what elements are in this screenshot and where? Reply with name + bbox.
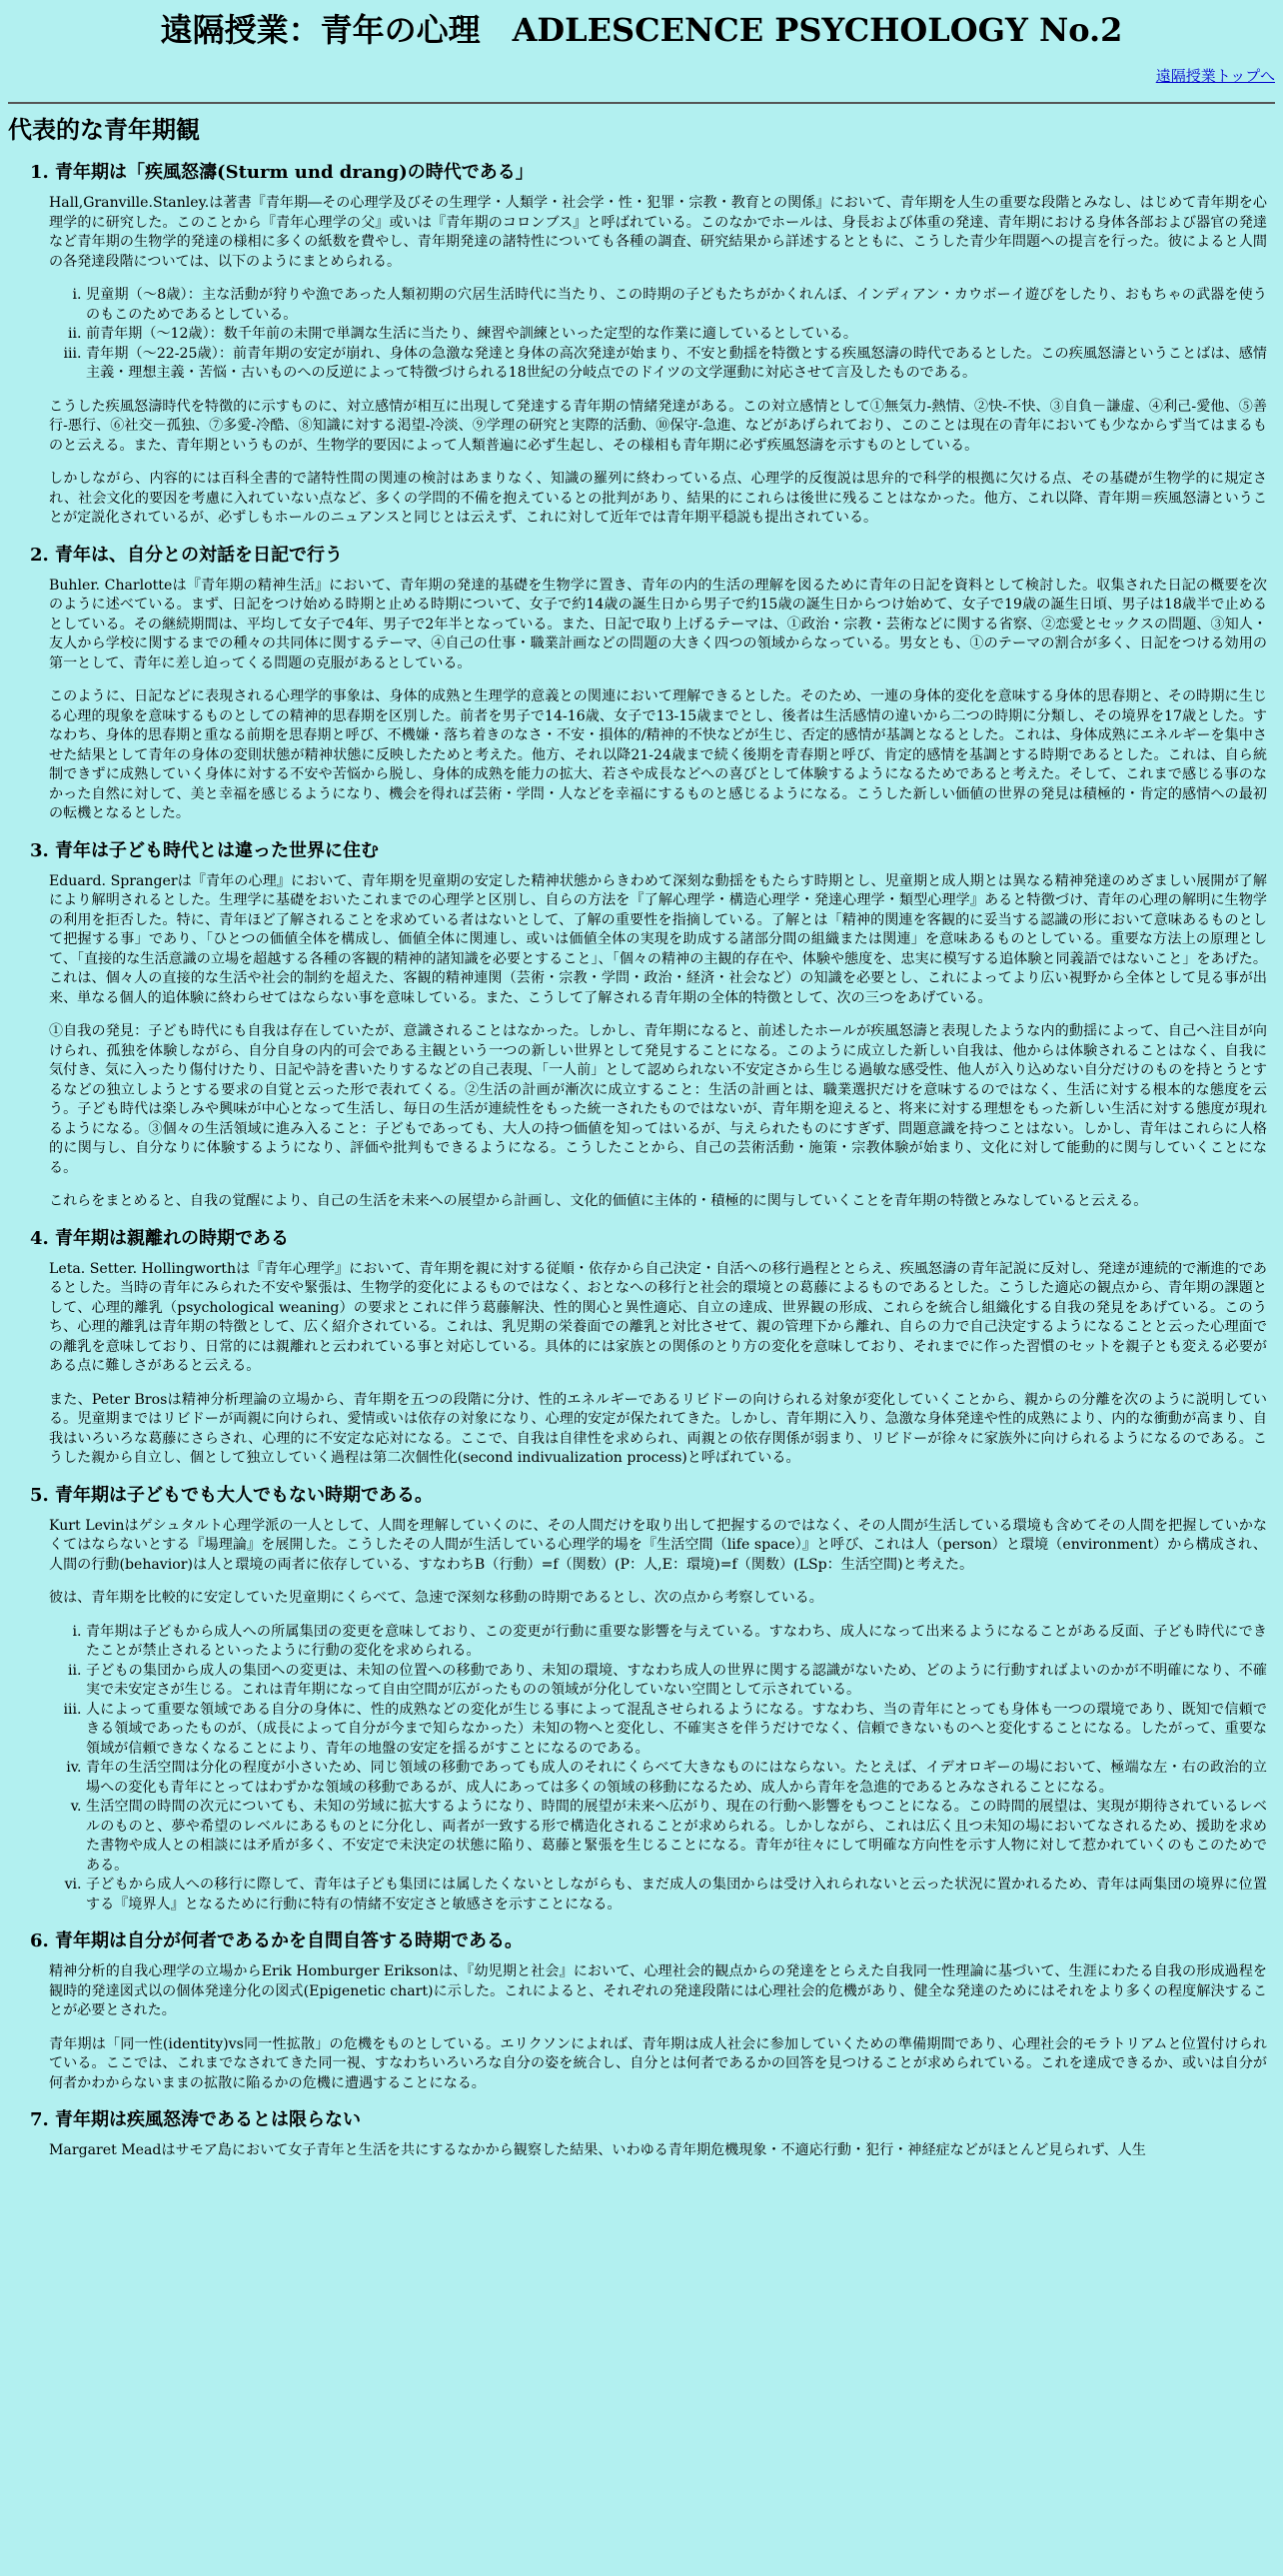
list-item: v. 生活空間の時間の次元についても、未知の労域に拡大するようになり、時間的展望が未来へ広がり、現在の行動へ影響をもつことになる。この時間的展望は、実現が期待されているレベルのものと、夢や希望のレベルにあるものとに分化し、両者が一致する形で構造化されることが求められる。しかしながら、これは広く且つ未知の場においてなされるため、援助を求めた書物や成人との相談には矛盾が多く、不安定で未決定の状態に陥り、葛藤と緊張を生じることになる。青年が往々にして明確な方向性を示す人物に対して惹かれていくのもこのためである。 bbox=[86, 1798, 1267, 1876]
section-heading: 5. 青年期は子どもでも大人でもない時期である。 bbox=[30, 1484, 434, 1506]
sections-container bbox=[8, 160, 1275, 2161]
top-link[interactable]: 遠隔授業トップへ bbox=[1155, 67, 1275, 85]
section-2 bbox=[8, 543, 1275, 824]
list-item: iii. 人によって重要な領域である自分の身体に、性的成熟などの変化が生じる事によって混乱させられるようになる。すなわち、当の青年にとっても身体も一つの環境であり、既知で信頼できる領域であったものが、（成長によって自分が今まで知らなかった）未知の物へと変化し、不確実さを伴うだけでなく、信頼できないものへと変化することになる。したがって、重要な領域が信頼できなくなることにより、青年の地盤の安定を揺るがすことになるのである。 bbox=[86, 1701, 1267, 1760]
list-item: iv. 青年の生活空間は分化の程度が小さいため、同じ領域の移動であっても成人のそれにくらべて大きなものにはならない。たとえば、イデオロギーの場において、極端な左・右の政治的立場への変化も青年にとってはわずかな領域の移動であるが、成人にあっては多くの領域の移動になるため、成人から青年を急進的であるとみなされることになる。 bbox=[86, 1759, 1267, 1798]
section-paragraph: Kurt Levinはゲシュタルト心理学派の一人として、人間を理解していくのに、その人間だけを取り出して把握するのではなく、その人間が生活している環境も含めてその人間を把握していかなくてはならないとする『場理論』を展開した。こうしたその人間が生活している心理学的場を『生活空間（life space）』と呼び、これは人（person）と環境（environment）から構成され、人間の行動(behavior)は人と環境の両者に依存している、すなわちB（行動）=f（関数）(P：人,E：環境)=f（関数）(LSp：生活空間)と考えた。 bbox=[49, 1517, 1267, 1573]
section-heading: 3. 青年は子ども時代とは違った世界に住む bbox=[30, 839, 380, 861]
section-paragraph: Margaret Meadはサモア島において女子青年と生活を共にするなかから観察した結果、いわゆる青年期危機現象・不適応行動・犯行・神経症などがほとんど見られず、人生 bbox=[49, 2142, 1146, 2158]
divider bbox=[8, 102, 1275, 104]
main-heading: 代表的な青年期観 bbox=[8, 115, 200, 144]
section-paragraph: 彼は、青年期を比較的に安定していた児童期にくらべて、急速で深刻な移動の時期であるとし、次の点から考察している。 bbox=[49, 1590, 823, 1606]
roman-list bbox=[8, 286, 1267, 384]
section-heading: 2. 青年は、自分との対話を日記で行う bbox=[30, 544, 344, 566]
page-title: 遠隔授業：青年の心理 ADLESCENCE PSYCHOLOGY No.2 bbox=[160, 11, 1123, 49]
section-paragraph: Leta. Setter. Hollingworthは『青年心理学』において、青年期を親に対する従順・依存から自己決定・自活への移行過程ととらえ、疾風怒濤の青年記説に反対し、発達が連続的で漸進的であるとした。当時の青年にみられた不安や緊張は、生物学的変化によるものではなく、おとなへの移行と社会的環境との葛藤によるものであるとした。こうした適応の観点から、青年期の課題として、心理的離乳（psychological weaning）の要求とこれに伴う葛藤解決、性的関心と異性適応、自立の達成、世界観の形成、これらを統合し組織化する自我の発見をあげている。このうち、心理的離乳は青年期の特徴として、広く紹介されている。これは、乳児期の栄養面での離乳と対比させて、親の管理下から離れ、自らの力で自己決定するようになることと云った心理面での離乳を意味しており、日常的には親離れと云われている事と対応している。具体的には家族との関係のとり方の変化を意味しており、それまでに作った習慣のセットを親子とも変える必要がある点に難しさがあると云える。 bbox=[49, 1260, 1267, 1374]
section-7 bbox=[8, 2107, 1275, 2161]
section-paragraph: このように、日記などに表現される心理学的事象は、身体的成熟と生理学的意義との関連において理解できるとした。そのため、一連の身体的変化を意味する身体的思春期と、その時期に生じる心理的現象を意味するものとしての精神的思春期を区別した。前者を男子で14-16歳、女子で13-15歳までとし、後者は生活感情の違いから二つの時期に分類し、その境界を17歳とした。すなわち、身体的思春期と重なる前期を思春期と呼び、不機嫌・落ち着きのなさ・不安・損体的/精神的不快などが生じ、否定的感情が基調となるとした。これは、身体成熟にエネルギーを集中させた結果として青年の身体の変則状態が精神状態に反映したためと考えた。他方、それ以降21-24歳まで続く後期を青春期と呼び、肯定的感情を基調とする時期であるとした。これは、自ら統制できずに成熟していく身体に対する不安や苦悩から脱し、身体的成熟を能力の拡大、若さや成長などへの喜びとして体験するようになるためであると考えた。そして、これまで感じる事のなかった自然に対して、美と幸福を感じるようになり、機会を得れば芸術・学問・人などを幸福にするものと感じるようになる。こうした新しい価値の世界の発見は積極的・肯定的感情への最初の転機となるとした。 bbox=[49, 688, 1267, 821]
list-item: vi. 子どもから成人への移行に際して、青年は子ども集団には属したくないとしながらも、まだ成人の集団からは受け入れられないと云った状況に置かれるため、青年は両集団の境界に位置する『境界人』となるために行動に特有の情緒不安定さと敏感さを示すことになる。 bbox=[86, 1876, 1267, 1915]
page bbox=[0, 10, 1283, 2161]
section-6 bbox=[8, 1929, 1275, 2093]
section-paragraph: こうした疾風怒濤時代を特徴的に示すものに、対立感情が相互に出現して発達する青年期の情緒発達がある。この対立感情として①無気力-熱情、②快-不快、③自負－謙虚、④利己-愛他、⑤善行-悪行、⑥社交－孤独、⑦多愛-冷酷、⑧知識に対する渇望-冷淡、⑨学理の研究と実際的活動、⑩保守-急進、などがあげられており、このことは現在の青年においても少なからず当てはまるものと云える。また、青年期というものが、生物学的要因によって人類普遍に必ず生起し、その様相も青年期に必ず疾風怒濤を示すものとしている。 bbox=[49, 398, 1267, 454]
list-item: iii. 青年期（～22-25歳）：前青年期の安定が崩れ、身体の急激な発達と身体の高次発達が始まり、不安と動揺を特徴とする疾風怒濤の時代であるとした。この疾風怒濤ということばは、感情主義・理想主義・苦悩・古いものへの反逆によって特徴づけられる18世紀の分岐点でのドイツの文学運動に対応させて言及したものである。 bbox=[86, 345, 1267, 384]
section-5 bbox=[8, 1483, 1275, 1916]
section-paragraph: しかしながら、内容的には百科全書的で諸特性間の関連の検討はあまりなく、知識の羅列に終わっている点、心理学的反復説は思弁的で科学的根拠に欠ける点、その基礎が生物学的に規定され、社会文化的要因を考慮に入れていない点など、多くの学問的不備を抱えているとの批判があり、結果的にこれらは後世に残ることはなかった。他方、これ以降、青年期＝疾風怒濤ということが定説化されているが、必ずしもホールのニュアンスと同じとは云えず、これに対して近年では青年期平穏説も提出されている。 bbox=[49, 471, 1267, 526]
section-paragraph: 青年期は「同一性(identity)vs同一性拡散」の危機をものとしている。エリクソンによれば、青年期は成人社会に参加していくための準備期間であり、心理社会的モラトリアムと位置付けられている。ここでは、これまでなされてきた同一視、すなわちいろいろな自分の姿を統合し、自分とは何者であるかの回答を見つけることが求められている。これを達成できるか、或いは自分が何者かわからないままの拡散に陥るかの危機に遭遇することになる。 bbox=[49, 2035, 1267, 2091]
section-3 bbox=[8, 838, 1275, 1212]
list-item: ii. 前青年期（～12歳）：数千年前の未開で単調な生活に当たり、練習や訓練といった定型的な作業に適しているとしている。 bbox=[86, 325, 1267, 345]
list-item: i. 青年期は子どもから成人への所属集団の変更を意味しており、この変更が行動に重要な影響を与えている。すなわち、成人になって出来るようになることがある反面、子ども時代にできたことが禁止されるといったように行動の変化を求められる。 bbox=[86, 1623, 1267, 1662]
section-paragraph: これらをまとめると、自我の覚醒により、自己の生活を未来への展望から計画し、文化的価値に主体的・積極的に関与していくことを青年期の特徴とみなしていると云える。 bbox=[49, 1193, 1148, 1209]
section-paragraph: Hall,Granville.Stanley.は著書『青年期―その心理学及びその生理学・人類学・社会学・性・犯罪・宗教・教育との関係』において、青年期を人生の重要な段階とみなし、はじめて青年期を心理学的に研究した。このことから『青年心理学の父』或いは『青年期のコロンブス』と呼ばれている。このなかでホールは、身長および体重の発達、青年期における身体各部および器官の発達など青年期の生物学的発達の様相に多くの紙数を費やし、青年期発達の諸特性についても各種の調査、研究結果から詳述するとともに、こうした青少年問題への提言を行った。彼によると人間の各発達段階については、以下のようにまとめられる。 bbox=[49, 195, 1267, 270]
section-paragraph: 精神分析的自我心理学の立場からErik Homburger Eriksonは、『幼児期と社会』において、心理社会的観点からの発達をとらえた自我同一性理論に基づいて、生涯にわたる自我の形成過程を観時的発達図式以の個体発達分化の図式(Epigenetic chart)に示した。これによると、それぞれの発達段階には心理社会的危機があり、健全な発達のためにはそれをより多くの程度解決することが必要とされた。 bbox=[49, 1963, 1267, 2018]
section-heading: 6. 青年期は自分が何者であるかを自問自答する時期である。 bbox=[30, 1931, 524, 1951]
top-link-container bbox=[8, 66, 1275, 86]
roman-list bbox=[8, 1623, 1267, 1916]
section-1 bbox=[8, 160, 1275, 529]
section-4 bbox=[8, 1226, 1275, 1469]
list-item: ii. 子どもの集団から成人の集団への変更は、未知の位置への移動であり、未知の環境、すなわち成人の世界に関する認識がないため、どのように行動すればよいのかが不明確になり、不確実で未安定さが生じる。これは青年期になって自由空間が広がったものの領域が分化していない空間として示されている。 bbox=[86, 1662, 1267, 1701]
section-paragraph: Eduard. Sprangerは『青年の心理』において、青年期を児童期の安定した精神状態からきわめて深刻な動揺をもたらす時期とし、児童期と成人期とは異なる精神発達のめざましい展開が了解により解明されるとした。生理学に基礎をおいたこれまでの心理学と区別し、自らの方法を『了解心理学・構造心理学・発達心理学・類型心理学』あると特徴づけ、青年の心理の解明に生物学の利用を拒否した。特に、青年ほど了解されることを求めている者はないとして、了解の重要性を指摘している。了解とは「精神的関連を客観的に妥当する認識の形において意味あるものとして把握する事」であり、「ひとつの価値全体を構成し、価値全体に関連し、或いは価値全体の実現を助成する諸部分間の組織または関連」を意味あるものとしている。重要な方法上の原理として、「直接的な生活意識の立場を超越する各種の客観的精神的諸知識を必要とすること」、「個々の精神の主観的存在や、体験や態度を、忠実に模写する追体験と同義語ではないこと」をあげた。これは、個々人の直接的な生活や社会的制約を超えた、客観的精神連関（芸術・宗教・学問・政治・経済・社会など）の知識を必要とし、これによってより広い視野から全体として見る事が出来、単なる個人的追体験に終わらせてはならない事を意味している。また、こうして了解される青年期の全体的特徴として、次の三つをあげている。 bbox=[49, 872, 1267, 1006]
section-paragraph: また、Peter Brosは精神分析理論の立場から、青年期を五つの段階に分け、性的エネルギーであるリビドーの向けられる対象が変化していくことから、親からの分離を次のように説明している。児童期まではリビドーが両親に向けられ、愛情或いは依存の対象になり、心理的安定が保たれてきた。しかし、青年期に入り、急激な身体発達や性的成熟により、内的な衝動が高まり、自我はいろいろな葛藤にさらされ、心理的に不安定な応対になる。ここで、自我は自律性を求められ、両親との依存関係が弱まり、リビドーが徐々に家族外に向けられるようになるのである。こうした親から自立し、個として独立していく過程は第二次個性化(second indivualization process)と呼ばれている。 bbox=[49, 1391, 1267, 1466]
section-heading: 1. 青年期は「疾風怒濤(Sturm und drang)の時代である」 bbox=[30, 162, 534, 183]
section-heading: 7. 青年期は疾風怒涛であるとは限らない bbox=[30, 2109, 362, 2130]
list-item: i. 児童期（～8歳）：主な活動が狩りや漁であった人類初期の穴居生活時代に当たり、この時期の子どもたちがかくれんぼ、インディアン・カウボーイ遊びをしたり、おもちゃの武器を使うのもこのためであるとしている。 bbox=[86, 286, 1267, 325]
section-heading: 4. 青年期は親離れの時期である bbox=[30, 1227, 290, 1249]
section-paragraph: ①自我の発見：子ども時代にも自我は存在していたが、意識されることはなかった。しかし、青年期になると、前述したホールが疾風怒濤と表現したような内的動揺によって、自己へ注目が向けられ、孤独を体験しながら、自分自身の内的可会である主観という一つの新しい世界として発見することになる。このように成立した新しい自我は、他からは体験されることはなく、自我に気付き、気に入ったり傷付けたり、日記や詩を書いたりするなどの自己表現、「一人前」として認められない不安定さから生じる過敏な感受性、他人が入り込めない自分だけのものを持とうとするなどの独立しようとする要求の自覚と云った形で表れてくる。②生活の計画が漸次に成立すること：生活の計画とは、職業選択だけを意味するのではなく、生活に対する根本的な態度を云う。子ども時代は楽しみや興味が中心となって生活し、毎日の生活が連続性をもった統一されたものではないが、青年期を迎えると、将来に対する理想をもった新しい生活に対する態度が現れるようになる。③個々の生活領域に進み入ること：子どもであっても、大人の持つ価値を知ってはいるが、与えられたものにすぎず、問題意識を持つことはない。しかし、青年はこれらに人格的に関与し、自分なりに体験するようになり、評価や批判もできるようになる。こうしたことから、自己の芸術活動・施策・宗教体験が始まり、文化に対して能動的に関与していくことになる。 bbox=[49, 1023, 1267, 1176]
section-paragraph: Buhler. Charlotteは『青年期の精神生活』において、青年期の発達的基礎を生物学に置き、青年の内的生活の理解を図るために青年の日記を資料として検討した。収集された日記の概要を次のように述べている。まず、日記をつけ始める時期と止める時期について、女子で約14歳の誕生日から男子で約15歳の誕生日からつけ始めて、女子で19歳の誕生日頃、男子は18歳半で止めるとしている。その継続期間は、平均して女子で4年、男子で2年半となっている。また、日記で取り上げるテーマは、①政治・宗教・芸術などに関する省察、②恋愛とセックスの問題、③知人・友人から学校に関するまでの種々の共同体に関するテーマ、④自己の仕事・職業計画などの問題の大きく四つの領域からなっている。男女とも、①のテーマの割合が多く、日記をつける効用の第一として、青年に差し迫ってくる問題の克服があるとしている。 bbox=[49, 577, 1267, 671]
